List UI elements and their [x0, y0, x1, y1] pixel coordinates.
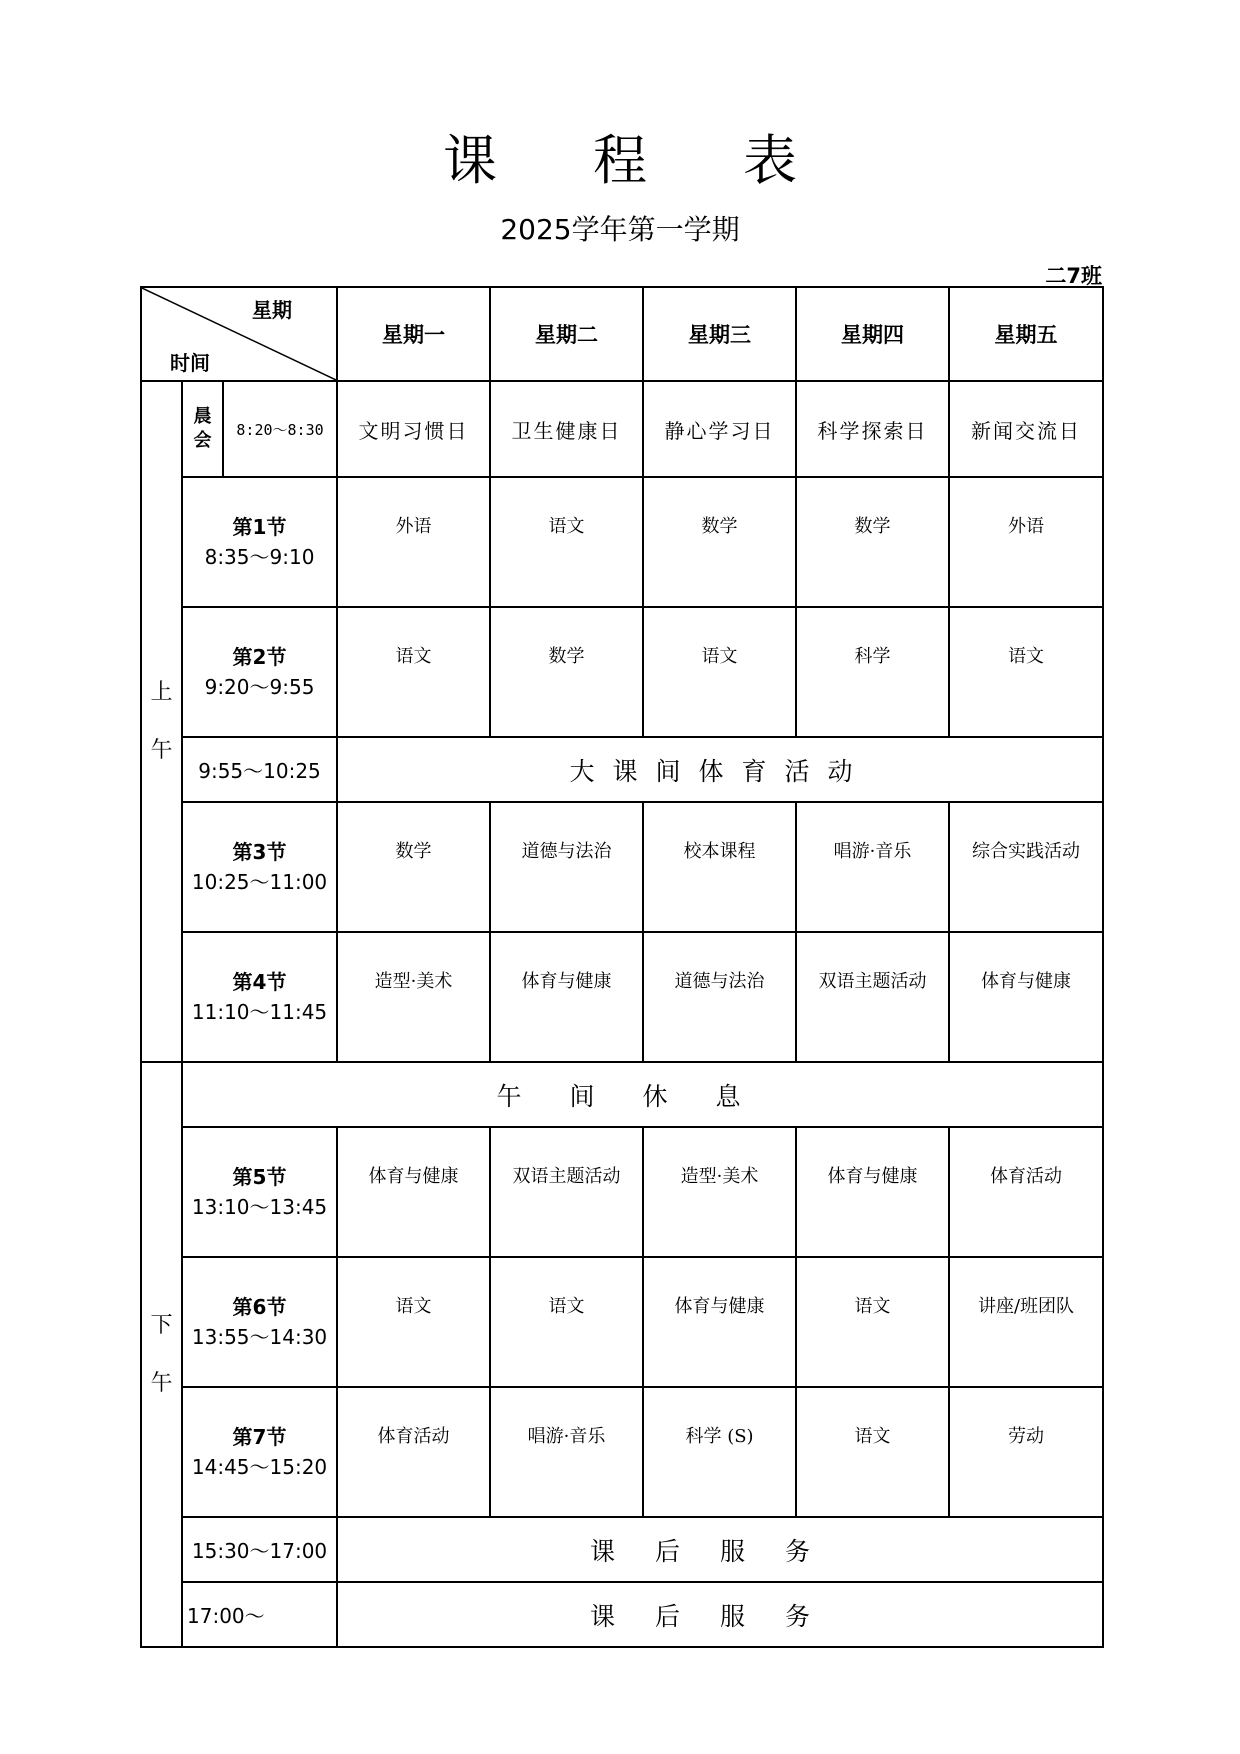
period-number: 第5节 — [232, 1165, 287, 1189]
period-number: 第1节 — [232, 515, 287, 539]
subject: 数学 — [854, 516, 891, 537]
class-label: 二7班 — [1045, 264, 1102, 288]
period-number: 第3节 — [232, 840, 287, 864]
page-title — [0, 118, 1240, 195]
subject: 造型·美术 — [374, 971, 453, 992]
subject: 语文 — [548, 516, 585, 537]
subject-cell — [337, 1387, 490, 1517]
subject: 数学 — [395, 841, 432, 862]
period-number: 第2节 — [232, 645, 287, 669]
morning-meeting-item: 新闻交流日 — [949, 381, 1103, 477]
subject: 语文 — [854, 1426, 891, 1447]
morning-meeting-time: 8:20～8:30 — [223, 381, 337, 477]
subject: 校本课程 — [683, 841, 756, 862]
subject-cell — [337, 1127, 490, 1257]
period-number: 第6节 — [232, 1295, 287, 1319]
pm-label — [141, 1062, 182, 1647]
subject: 讲座/班团队 — [977, 1296, 1075, 1317]
period-time: 11:10～11:45 — [191, 1000, 328, 1024]
period-time: 8:35～9:10 — [204, 545, 315, 569]
subject-cell — [490, 477, 643, 607]
subject: 双语主题活动 — [818, 971, 927, 992]
period-label — [182, 607, 337, 737]
period-number: 第4节 — [232, 970, 287, 994]
subject-cell — [337, 802, 490, 932]
title-char: 表 — [743, 129, 797, 192]
subject: 语文 — [395, 646, 432, 667]
timetable — [140, 286, 1104, 1648]
period-row — [141, 477, 1103, 607]
subject-cell — [796, 607, 949, 737]
period-label — [182, 1387, 337, 1517]
after-school-text: 课后服务 — [590, 1536, 851, 1566]
subject-cell — [337, 607, 490, 737]
pm-label-char: 下 — [150, 1312, 173, 1338]
subject-cell — [643, 802, 796, 932]
subject-cell — [643, 477, 796, 607]
morning-meeting-label-char: 会 — [193, 430, 212, 451]
subject: 唱游·音乐 — [833, 841, 912, 862]
day-header: 星期二 — [490, 287, 643, 381]
subject-cell — [796, 802, 949, 932]
subject: 综合实践活动 — [972, 841, 1081, 862]
big-break-time: 9:55～10:25 — [182, 737, 337, 802]
subject-cell — [490, 1127, 643, 1257]
subject: 道德与法治 — [674, 971, 765, 992]
subject: 数学 — [701, 516, 738, 537]
subject: 道德与法治 — [521, 841, 612, 862]
subject-cell — [643, 607, 796, 737]
after-school-label — [337, 1517, 1103, 1582]
subject-cell — [796, 477, 949, 607]
period-time: 14:45～15:20 — [191, 1455, 328, 1479]
lunch-row — [141, 1062, 1103, 1127]
period-time: 13:10～13:45 — [191, 1195, 328, 1219]
corner-cell — [141, 287, 337, 381]
after-school-label — [337, 1582, 1103, 1647]
morning-meeting-item: 文明习惯日 — [337, 381, 490, 477]
subject-cell — [337, 1257, 490, 1387]
header-row — [141, 287, 1103, 381]
subject: 语文 — [395, 1296, 432, 1317]
big-break-text: 大课间体育活动 — [569, 756, 871, 786]
period-row — [141, 1127, 1103, 1257]
subject: 外语 — [1008, 516, 1045, 537]
am-label — [141, 381, 182, 1062]
period-time: 13:55～14:30 — [191, 1325, 328, 1349]
morning-meeting-item: 静心学习日 — [643, 381, 796, 477]
subject-cell — [490, 607, 643, 737]
title-char: 程 — [593, 129, 647, 192]
subject-cell — [949, 1127, 1103, 1257]
day-header: 星期三 — [643, 287, 796, 381]
subject: 外语 — [395, 516, 432, 537]
subject: 数学 — [548, 646, 585, 667]
subject: 语文 — [701, 646, 738, 667]
subject: 劳动 — [1008, 1426, 1045, 1447]
subject: 语文 — [548, 1296, 585, 1317]
big-break-row — [141, 737, 1103, 802]
period-number: 第7节 — [232, 1425, 287, 1449]
day-header: 星期五 — [949, 287, 1103, 381]
subject: 体育与健康 — [368, 1166, 459, 1187]
period-label — [182, 802, 337, 932]
subject: 唱游·音乐 — [527, 1426, 606, 1447]
subject-cell — [949, 1387, 1103, 1517]
subject-cell — [643, 1387, 796, 1517]
subject: 体育与健康 — [827, 1166, 918, 1187]
subject-cell — [796, 1387, 949, 1517]
subject-cell — [949, 1257, 1103, 1387]
subject-cell — [949, 932, 1103, 1062]
subject: 双语主题活动 — [512, 1166, 621, 1187]
subject-cell — [337, 932, 490, 1062]
subject: 科学 (S) — [685, 1426, 754, 1447]
subject-cell — [949, 477, 1103, 607]
corner-time-label: 时间 — [170, 351, 210, 375]
after-school-time: 15:30～17:00 — [182, 1517, 337, 1582]
subject-cell — [796, 1127, 949, 1257]
subject-cell — [949, 607, 1103, 737]
period-row — [141, 932, 1103, 1062]
day-header: 星期一 — [337, 287, 490, 381]
morning-meeting-label — [182, 381, 223, 477]
morning-meeting-row — [141, 381, 1103, 477]
subject-cell — [643, 932, 796, 1062]
big-break-label — [337, 737, 1103, 802]
title-char: 课 — [443, 129, 497, 192]
after-school-row — [141, 1582, 1103, 1647]
subject: 语文 — [1008, 646, 1045, 667]
subject-cell — [337, 477, 490, 607]
corner-weekday-label: 星期 — [252, 298, 293, 322]
morning-meeting-item: 卫生健康日 — [490, 381, 643, 477]
subject: 语文 — [854, 1296, 891, 1317]
period-label — [182, 932, 337, 1062]
day-header: 星期四 — [796, 287, 949, 381]
period-row — [141, 1257, 1103, 1387]
after-school-time: 17:00～ — [182, 1582, 337, 1647]
subject-cell — [490, 932, 643, 1062]
subject-cell — [643, 1127, 796, 1257]
subject-cell — [490, 802, 643, 932]
period-label — [182, 1127, 337, 1257]
period-time: 9:20～9:55 — [204, 675, 315, 699]
pm-label-char: 午 — [150, 1370, 173, 1396]
subject: 体育活动 — [377, 1426, 450, 1447]
morning-meeting-label-char: 晨 — [193, 406, 212, 427]
period-label — [182, 477, 337, 607]
subject-cell — [796, 932, 949, 1062]
subject: 体育与健康 — [521, 971, 612, 992]
after-school-text: 课后服务 — [590, 1601, 851, 1631]
subject-cell — [796, 1257, 949, 1387]
period-row — [141, 1387, 1103, 1517]
subject-cell — [490, 1387, 643, 1517]
semester-subtitle: 2025学年第一学期 — [500, 213, 740, 246]
subject-cell — [643, 1257, 796, 1387]
morning-meeting-item: 科学探索日 — [796, 381, 949, 477]
am-label-char: 午 — [150, 737, 173, 763]
subject: 体育与健康 — [981, 971, 1072, 992]
lunch-text: 午间休息 — [496, 1081, 789, 1111]
period-label — [182, 1257, 337, 1387]
subject-cell — [490, 1257, 643, 1387]
lunch-label — [182, 1062, 1103, 1127]
period-time: 10:25～11:00 — [191, 870, 328, 894]
period-row — [141, 802, 1103, 932]
am-label-char: 上 — [150, 679, 173, 705]
subject: 体育活动 — [990, 1166, 1063, 1187]
subject: 科学 — [854, 646, 891, 667]
subject: 造型·美术 — [680, 1166, 759, 1187]
after-school-row — [141, 1517, 1103, 1582]
subject-cell — [949, 802, 1103, 932]
period-row — [141, 607, 1103, 737]
subject: 体育与健康 — [674, 1296, 765, 1317]
